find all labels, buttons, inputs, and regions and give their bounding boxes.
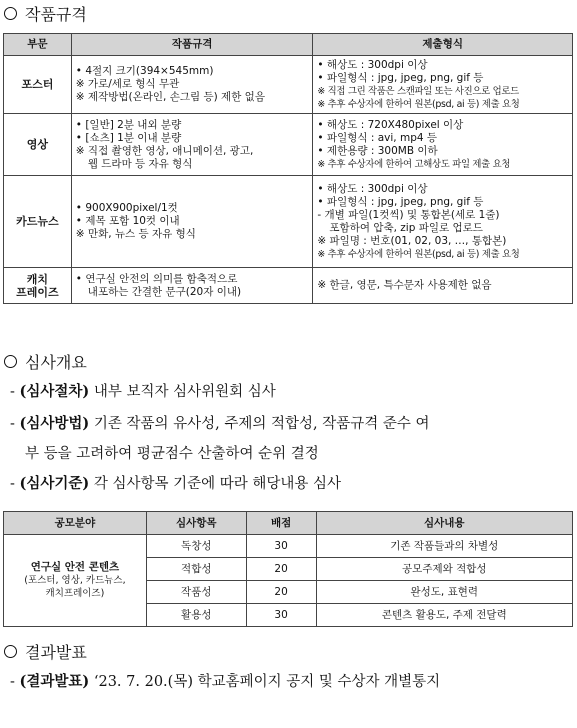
row-category: 영상 xyxy=(4,114,72,176)
row-spec: • 900X900pixel/1컷 • 제목 포함 10컷 이내 ※ 만화, 뉴스 등 자유 형식 xyxy=(71,176,313,268)
header-field: 공모분야 xyxy=(4,512,147,535)
criteria-content: 공모주제와 적합성 xyxy=(316,558,572,581)
table-row xyxy=(4,176,573,268)
header-item: 심사항목 xyxy=(146,512,246,535)
row-category: 포스터 xyxy=(4,56,72,114)
row-spec: • 연구실 안전의 의미를 함축적으로 내포하는 간결한 문구(20자 이내) xyxy=(71,268,313,304)
section-title-results: 결과발표 xyxy=(4,640,87,663)
review-method-cont: 부 등을 고려하여 평균점수 산출하여 순위 결정 xyxy=(25,446,319,462)
header-format: 제출형식 xyxy=(313,34,573,56)
header-score: 배점 xyxy=(246,512,316,535)
header-spec: 작품규격 xyxy=(71,34,313,56)
criteria-item: 적합성 xyxy=(146,558,246,581)
criteria-content: 콘텐츠 활용도, 주제 전달력 xyxy=(316,604,572,627)
row-format: ※ 한글, 영문, 특수문자 사용제한 없음 xyxy=(313,268,573,304)
circle-bullet-icon xyxy=(4,7,17,20)
row-format: • 해상도 : 300dpi 이상 • 파일형식 : jpg, jpeg, png, gif 등 - 개별 파일(1컷씩) 및 통합본(세로 1줄) 포함하여 압축, zip 파일로 업로드 ※ 파일명 : 번호(01, 02, 03, …, 통합본) ※ 추후 수상자에 한하여 원본(psd, ai 등) 제출 요청 xyxy=(313,176,573,268)
row-category: 캐치 프레이즈 xyxy=(4,268,72,304)
criteria-content: 기존 작품들과의 차별성 xyxy=(316,535,572,558)
criteria-score: 30 xyxy=(246,604,316,627)
row-spec: • [일반] 2분 내외 분량 • [쇼츠] 1분 이내 분량 ※ 직접 촬영한 영상, 애니메이션, 광고, 웹 드라마 등 자유 형식 xyxy=(71,114,313,176)
table-row xyxy=(4,114,573,176)
spec-table-header xyxy=(4,34,573,56)
criteria-item: 활용성 xyxy=(146,604,246,627)
spec-table xyxy=(3,33,573,304)
row-category: 카드뉴스 xyxy=(4,176,72,268)
criteria-table xyxy=(3,511,573,627)
review-criteria: - (심사기준) 각 심사항목 기준에 따라 해당내용 심사 xyxy=(10,475,342,492)
circle-bullet-icon xyxy=(4,645,17,658)
header-category: 부문 xyxy=(4,34,72,56)
criteria-item: 독창성 xyxy=(146,535,246,558)
field-cell: 연구실 안전 콘텐츠 (포스터, 영상, 카드뉴스, 캐치프레이즈) xyxy=(4,535,147,627)
criteria-content: 완성도, 표현력 xyxy=(316,581,572,604)
section-title-spec: 작품규격 xyxy=(4,2,87,25)
criteria-score: 20 xyxy=(246,581,316,604)
row-spec: • 4절지 크기(394×545mm) ※ 가로/세로 형식 무관 ※ 제작방법(온라인, 손그림 등) 제한 없음 xyxy=(71,56,313,114)
circle-bullet-icon xyxy=(4,355,17,368)
row-format: • 해상도 : 720X480pixel 이상 • 파일형식 : avi, mp4 등 • 제한용량 : 300MB 이하 ※ 추후 수상자에 한하여 고해상도 파일 제출 요청 xyxy=(313,114,573,176)
table-row xyxy=(4,535,573,558)
header-content: 심사내용 xyxy=(316,512,572,535)
review-procedure: - (심사절차) 내부 보직자 심사위원회 심사 xyxy=(10,383,276,400)
table-row xyxy=(4,268,573,304)
table-row xyxy=(4,56,573,114)
criteria-score: 20 xyxy=(246,558,316,581)
row-format: • 해상도 : 300dpi 이상 • 파일형식 : jpg, jpeg, png, gif 등 ※ 직접 그린 작품은 스캔파일 또는 사진으로 업로드 ※ 추후 수상자에 한하여 원본(psd, ai 등) 제출 요청 xyxy=(313,56,573,114)
criteria-score: 30 xyxy=(246,535,316,558)
criteria-table-header xyxy=(4,512,573,535)
results-announcement: - (결과발표) ‘23. 7. 20.(목) 학교홈페이지 공지 및 수상자 개별통지 xyxy=(10,673,441,690)
review-method: - (심사방법) 기존 작품의 유사성, 주제의 적합성, 작품규격 준수 여 xyxy=(10,415,430,432)
criteria-item: 작품성 xyxy=(146,581,246,604)
section-title-review: 심사개요 xyxy=(4,350,87,373)
